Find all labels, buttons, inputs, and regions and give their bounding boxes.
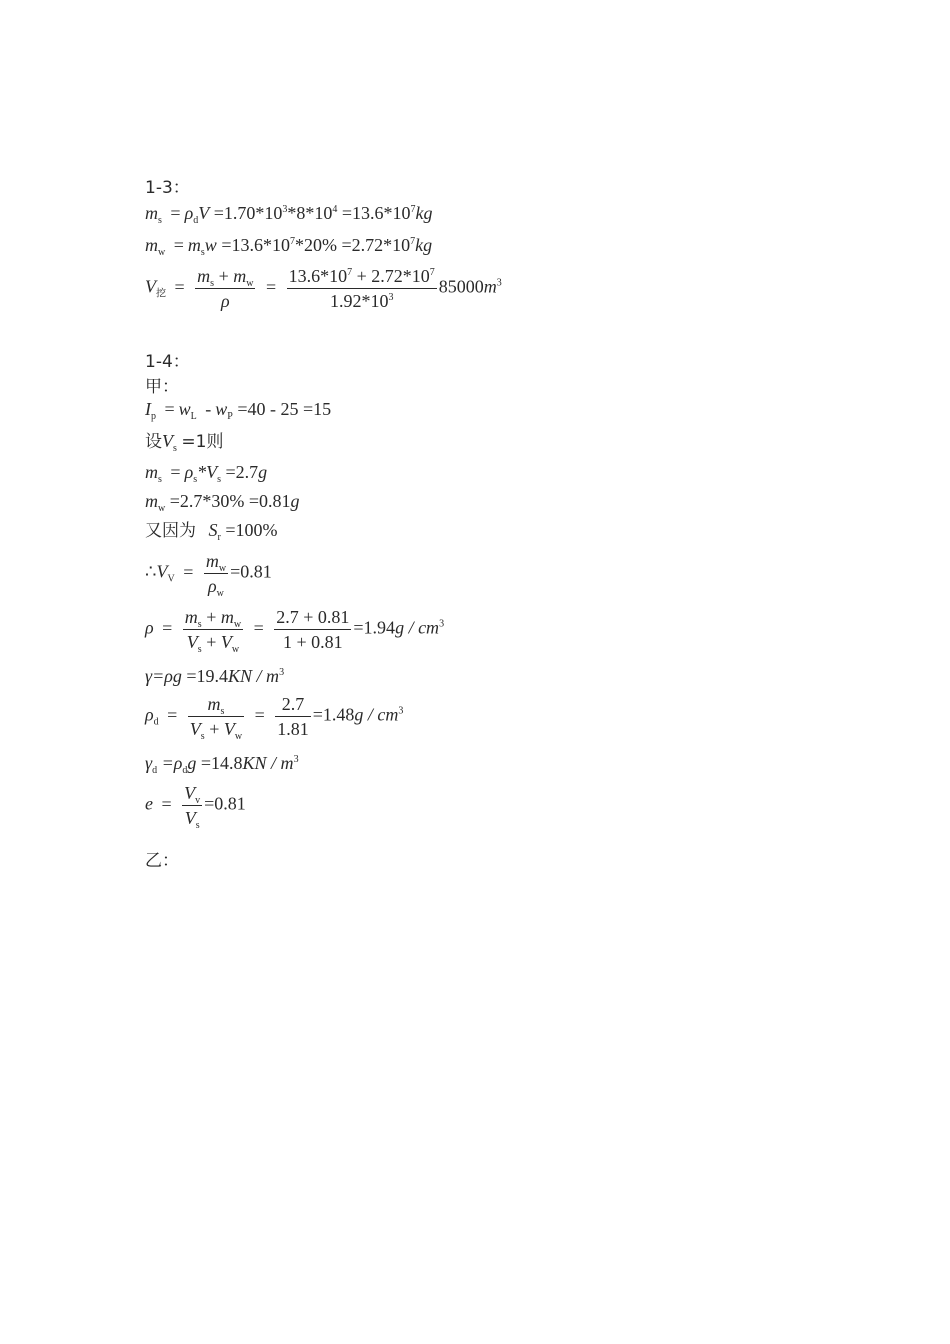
fraction: $\frac{m_s}{V_s + V_w}$ (189, 694, 243, 742)
equation-e: e = $\frac{V_v}{V_s}$ =0.81 (145, 783, 246, 831)
eq-symbol: ρ (184, 203, 194, 223)
eq-exp: 4 (332, 204, 338, 215)
equation-mw: $m_w = m_sw =13.6*10^7*20\% =2.72*10^7kg$ (145, 235, 433, 258)
eq-sub: s (158, 215, 162, 226)
eq-symbol: V (145, 276, 156, 297)
equation-mw2: $m_w =2.7*30\% =0.81g$ (145, 491, 300, 514)
eq-unit: m (483, 276, 497, 297)
eq-symbol: m (145, 203, 158, 223)
eq-exp: 7 (289, 236, 295, 247)
equation-rhod: $\rho_d$ = $\frac{m_s}{V_s + V_w}$ = $\frac{2.7}{1.81}$ $=1.48g / cm^3$ (145, 694, 404, 742)
eq-sub: w (158, 247, 166, 258)
equation-ms: $m_s = \rho_dV =1.70*10^3*8*10^4 =13.6*10^7kg$ (145, 203, 433, 226)
fraction: $\frac{m_w}{\rho_w}$ (205, 551, 227, 599)
section-heading-1-3: 1-3： (145, 178, 190, 198)
eq-symbol: m (145, 235, 158, 255)
eq-value: =13.6*10 (221, 235, 290, 255)
eq-unit: kg (415, 203, 433, 223)
fraction: $\frac{m_s + m_w}{\rho}$ (197, 266, 254, 311)
equation-v-dig: $V_挖$ = $\frac{m_s + m_w}{\rho}$ = $\frac{13.6*10^7 + 2.72*10^7}{1.92*10^3}$ $85000m^3$ (145, 266, 502, 311)
equation-ip: $I_p = w_L - w_P =40 - 25 =15$ (145, 399, 332, 422)
fraction: $\frac{m_s + m_w}{V_s + V_w}$ (184, 607, 242, 655)
equation-gamma: $\gamma=\rho g =19.4KN / m^3$ (145, 666, 285, 686)
eq-value: =13.6*10 (341, 203, 411, 223)
equation-vv: $\therefore V_V$ = $\frac{m_w}{\rho_w}$ =0.81 (145, 551, 272, 599)
subsection-jia: 甲： (145, 377, 179, 397)
eq-sub: d (193, 215, 199, 226)
eq-exp: 7 (410, 236, 416, 247)
subsection-yi: 乙： (145, 851, 179, 871)
eq-value: 85000 (438, 276, 484, 297)
section-heading-1-4: 1-4： (145, 352, 190, 372)
eq-symbol: w (204, 235, 217, 255)
eq-exp: 7 (410, 204, 416, 215)
equation-assume-vs: 设$V_s =1$则 (145, 431, 224, 454)
eq-symbol: m (187, 235, 201, 255)
eq-value: =2.72*10 (341, 235, 411, 255)
eq-exp: 3 (496, 277, 502, 289)
eq-sub: 挖 (156, 288, 166, 300)
eq-unit: kg (415, 235, 433, 255)
equation-rho: ρ = $\frac{m_s + m_w}{V_s + V_w}$ = $\frac{2.7 + 0.81}{1 + 0.81}$ $=1.94g / cm^3$ (145, 607, 445, 655)
eq-symbol: V (198, 203, 210, 223)
fraction: $\frac{V_v}{V_s}$ (184, 783, 201, 831)
eq-sub: s (200, 247, 205, 258)
fraction: $\frac{2.7 + 0.81}{1 + 0.81}$ (276, 607, 350, 652)
equation-gamma-d: $\gamma_d =\rho_dg =14.8KN / m^3$ (145, 753, 299, 776)
eq-value: *20% (294, 235, 337, 255)
eq-value: *8*10 (287, 203, 333, 223)
eq-exp: 3 (282, 204, 288, 215)
equation-sr: 又因为 $S_r =100\%$ (145, 520, 278, 543)
equation-ms2: $m_s = \rho_s*V_s =2.7g$ (145, 462, 268, 485)
fraction: $\frac{2.7}{1.81}$ (277, 694, 309, 739)
eq-value: =1.70*10 (213, 203, 283, 223)
fraction: $\frac{13.6*10^7 + 2.72*10^7}{1.92*10^3}$ (288, 266, 435, 311)
